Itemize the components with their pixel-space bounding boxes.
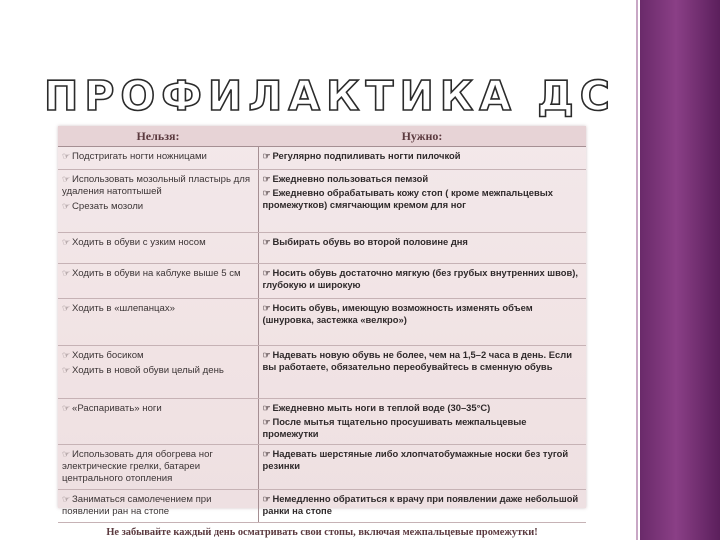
required-cell	[258, 490, 586, 523]
required-cell	[258, 170, 586, 233]
pointing-hand-icon: ☞	[62, 236, 72, 248]
list-item-text: Регулярно подпиливать ногти пилочкой	[273, 150, 461, 161]
pointing-hand-icon: ☞	[263, 349, 273, 361]
list-item	[263, 402, 583, 414]
table-row	[58, 233, 586, 264]
list-item	[62, 448, 254, 485]
list-item-text: Подстригать ногти ножницами	[72, 151, 207, 162]
pointing-hand-icon: ☞	[62, 402, 72, 414]
list-item	[263, 302, 583, 326]
forbidden-cell	[58, 399, 258, 445]
list-item-text: Использовать мозольный пластырь для удаления натоптышей	[62, 174, 250, 197]
list-item	[263, 187, 583, 211]
list-item	[263, 416, 583, 440]
table-row	[58, 346, 586, 399]
list-item-text: Срезать мозоли	[72, 201, 143, 212]
pointing-hand-icon: ☞	[263, 187, 273, 199]
forbidden-cell	[58, 299, 258, 346]
list-item	[62, 364, 254, 377]
required-cell	[258, 264, 586, 299]
table-photo	[58, 126, 586, 508]
list-item	[62, 267, 254, 280]
list-item-text: Ходить босиком	[72, 350, 144, 361]
forbidden-cell	[58, 233, 258, 264]
required-cell	[258, 445, 586, 490]
list-item-text: Ежедневно мыть ноги в теплой воде (30–35°С)	[273, 402, 491, 413]
list-item	[263, 349, 583, 373]
pointing-hand-icon: ☞	[263, 236, 273, 248]
list-item-text: Надевать шерстяные либо хлопчатобумажные носки без тугой резинки	[263, 448, 569, 471]
pointing-hand-icon: ☞	[263, 402, 273, 414]
list-item-text: Носить обувь достаточно мягкую (без грубых внутренних швов), глубокую и широкую	[263, 267, 578, 290]
pointing-hand-icon: ☞	[62, 448, 72, 460]
list-item-text: Носить обувь, имеющую возможность изменять объем (шнуровка, застежка «велкро»)	[263, 302, 533, 325]
list-item	[62, 493, 254, 518]
list-item	[62, 402, 254, 415]
table-row	[58, 147, 586, 170]
rules-table	[58, 126, 586, 543]
pointing-hand-icon: ☞	[263, 416, 273, 428]
forbidden-cell	[58, 170, 258, 233]
list-item-text: Немедленно обратиться к врачу при появлении даже небольшой ранки на стопе	[263, 493, 579, 516]
pointing-hand-icon: ☞	[62, 150, 72, 162]
required-cell	[258, 147, 586, 170]
list-item	[263, 267, 583, 291]
table-body	[58, 147, 586, 523]
pointing-hand-icon: ☞	[62, 349, 72, 361]
table-row	[58, 299, 586, 346]
list-item	[263, 236, 583, 248]
header-required: Нужно:	[258, 126, 586, 147]
pointing-hand-icon: ☞	[263, 302, 273, 314]
list-item-text: «Распаривать» ноги	[72, 403, 162, 414]
pointing-hand-icon: ☞	[263, 493, 273, 505]
table-row	[58, 264, 586, 299]
forbidden-cell	[58, 445, 258, 490]
header-forbidden: Нельзя:	[58, 126, 258, 147]
list-item	[62, 349, 254, 362]
pointing-hand-icon: ☞	[263, 267, 273, 279]
table-row	[58, 445, 586, 490]
list-item-text: Ходить в «шлепанцах»	[72, 303, 175, 314]
list-item-text: Ежедневно обрабатывать кожу стоп ( кроме межпальцевых промежутков) смягчающим кремом для ног	[263, 187, 554, 210]
pointing-hand-icon: ☞	[62, 302, 72, 314]
required-cell	[258, 233, 586, 264]
pointing-hand-icon: ☞	[263, 448, 273, 460]
footer-row	[58, 523, 586, 543]
pointing-hand-icon: ☞	[263, 173, 273, 185]
required-cell	[258, 399, 586, 445]
required-cell	[258, 299, 586, 346]
forbidden-cell	[58, 346, 258, 399]
table-row	[58, 399, 586, 445]
list-item	[263, 150, 583, 162]
table-row	[58, 490, 586, 523]
list-item	[263, 493, 583, 517]
pointing-hand-icon: ☞	[62, 173, 72, 185]
pointing-hand-icon: ☞	[263, 150, 273, 162]
required-cell	[258, 346, 586, 399]
list-item	[62, 302, 254, 315]
table-header-row	[58, 126, 586, 147]
list-item-text: Ходить в обуви на каблуке выше 5 см	[72, 268, 241, 279]
list-item-text: Заниматься самолечением при появлении ран на стопе	[62, 494, 212, 517]
list-item-text: Ходить в обуви с узким носом	[72, 237, 206, 248]
list-item-text: Ежедневно пользоваться пемзой	[273, 173, 429, 184]
side-divider-line	[636, 0, 638, 540]
list-item-text: Использовать для обогрева ног электрические грелки, батареи центрального отопления	[62, 449, 213, 484]
list-item	[62, 173, 254, 198]
forbidden-cell	[58, 490, 258, 523]
pointing-hand-icon: ☞	[62, 200, 72, 212]
table-row	[58, 170, 586, 233]
list-item-text: Ходить в новой обуви целый день	[72, 365, 224, 376]
list-item	[263, 448, 583, 472]
list-item	[263, 173, 583, 185]
list-item-text: После мытья тщательно просушивать межпальцевые промежутки	[263, 416, 527, 439]
list-item	[62, 150, 254, 163]
pointing-hand-icon: ☞	[62, 493, 72, 505]
forbidden-cell	[58, 264, 258, 299]
list-item	[62, 236, 254, 249]
pointing-hand-icon: ☞	[62, 364, 72, 376]
forbidden-cell	[58, 147, 258, 170]
footer-note: Не забывайте каждый день осматривать свои стопы, включая межпальцевые промежутки!	[58, 523, 586, 543]
list-item	[62, 200, 254, 213]
slide-title: ПРОФИЛАКТИКА ДС	[44, 70, 604, 122]
list-item-text: Надевать новую обувь не более, чем на 1,5–2 часа в день. Если вы работаете, обязательно переобувайтесь в сменную обувь	[263, 349, 572, 372]
list-item-text: Выбирать обувь во второй половине дня	[273, 236, 468, 247]
decorative-side-band	[640, 0, 720, 540]
pointing-hand-icon: ☞	[62, 267, 72, 279]
